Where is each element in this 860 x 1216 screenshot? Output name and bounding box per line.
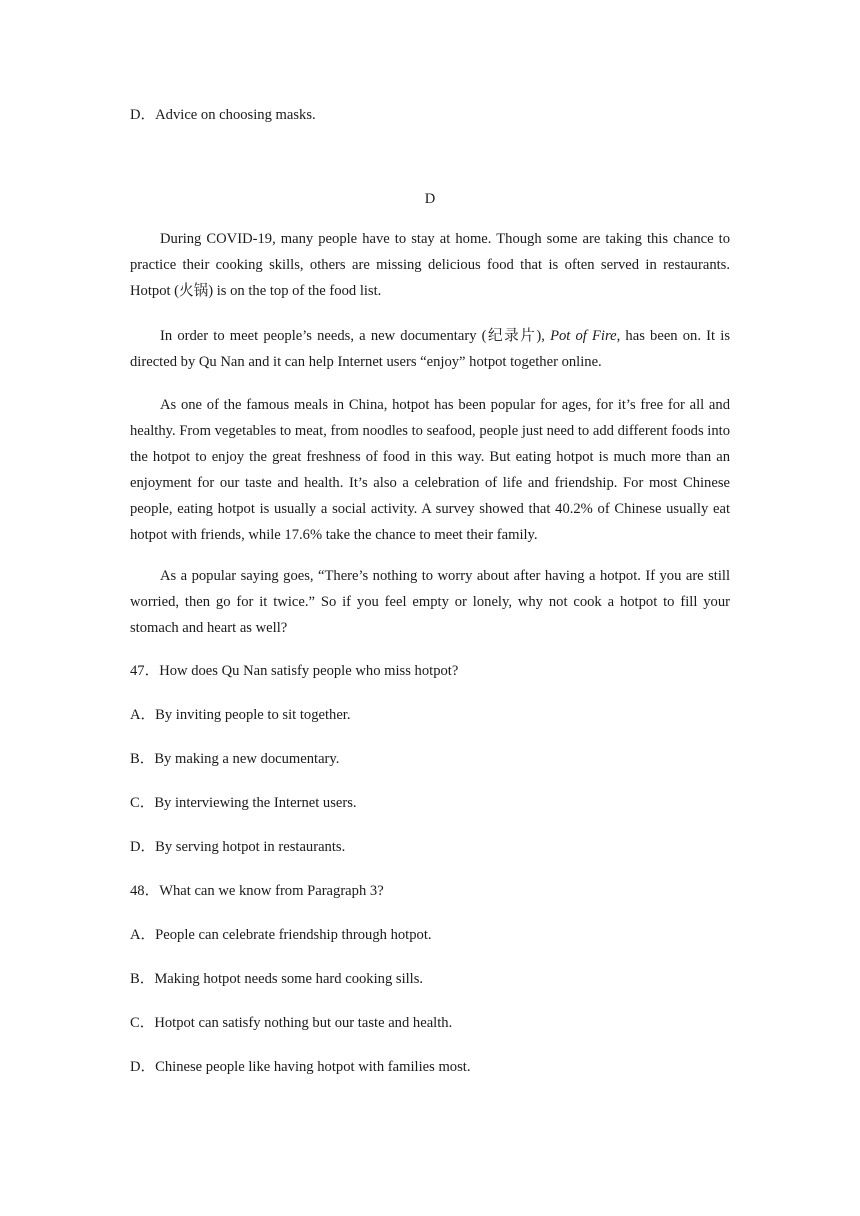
question-47-stem: 47．How does Qu Nan satisfy people who miss hotpot?	[130, 663, 459, 679]
question-48-option-d: D．Chinese people like having hotpot with families most.	[130, 1059, 471, 1075]
passage-paragraph-3: As one of the famous meals in China, hotpot has been popular for ages, for it’s free for all and healthy. From vegetables to meat, from noodles to seafood, people just need to add different foods into the hotpot to enjoy the great freshness of food in this way. But eating hotpot is much more than an enjoyment for our taste and health. It’s also a celebration of life and friendship. For most Chinese people, eating hotpot is usually a social activity. A survey showed that 40.2% of Chinese usually eat hotpot with friends, while 17.6% take the chance to meet their family.	[130, 397, 730, 543]
documentary-title: Pot of Fire	[550, 328, 617, 344]
question-47-option-c: C．By interviewing the Internet users.	[130, 795, 357, 811]
passage-paragraph-2-before: In order to meet people’s needs, a new documentary (纪录片),	[160, 328, 551, 344]
passage-paragraph-2-after: , has been on. It is directed by Qu Nan and it can help Internet users “enjoy” hotpot together online.	[130, 328, 730, 370]
question-47-option-b: B．By making a new documentary.	[130, 751, 340, 767]
passage-paragraph-1: During COVID-19, many people have to stay at home. Though some are taking this chance to practice their cooking skills, others are missing delicious food that is often served in restaurants. Hotpot (火锅) is on the top of the food list.	[130, 231, 730, 299]
prev-question-option-d: D．Advice on choosing masks.	[130, 107, 316, 123]
passage-paragraph-4: As a popular saying goes, “There’s nothing to worry about after having a hotpot. If you are still worried, then go for it twice.” So if you feel empty or lonely, why not cook a hotpot to fill your stomach and heart as well?	[130, 568, 730, 636]
question-47-option-d: D．By serving hotpot in restaurants.	[130, 839, 346, 855]
question-48-stem: 48．What can we know from Paragraph 3?	[130, 883, 384, 899]
section-heading: D	[424, 191, 436, 207]
question-48-option-c: C．Hotpot can satisfy nothing but our taste and health.	[130, 1015, 453, 1031]
question-47-option-a: A．By inviting people to sit together.	[130, 707, 351, 723]
passage-paragraph-2	[130, 323, 730, 375]
question-48-option-b: B．Making hotpot needs some hard cooking sills.	[130, 971, 424, 987]
question-48-option-a: A．People can celebrate friendship through hotpot.	[130, 927, 432, 943]
